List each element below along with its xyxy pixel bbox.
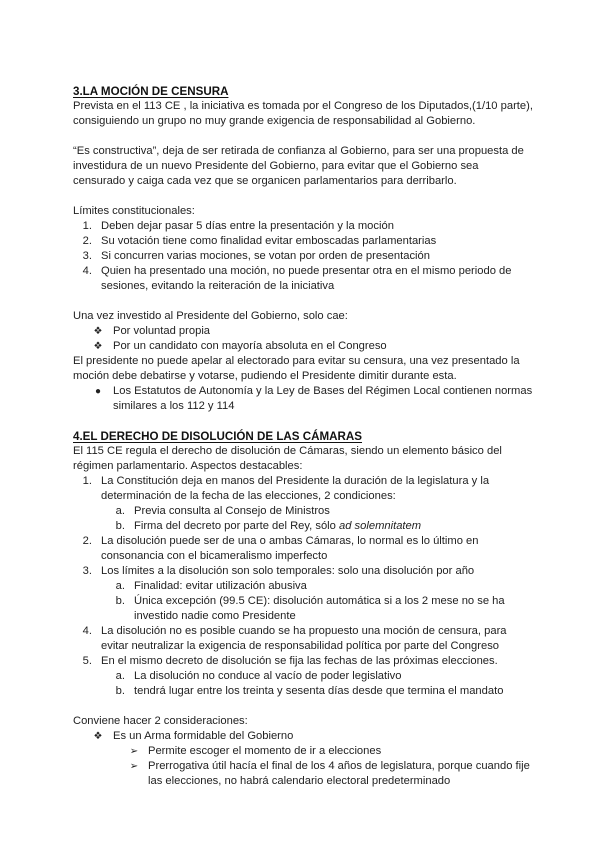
paragraph: El presidente no puede apelar al electorado para evitar su censura, una vez presentado la moción debe debatirse y votarse, pudiendo el Presidente dimitir durante esta. — [73, 355, 520, 382]
list-text: Su votación tiene como finalidad evitar emboscadas parlamentarias — [101, 235, 437, 247]
sub-list-letter: a. — [115, 580, 125, 592]
list-item — [90, 339, 533, 354]
sub-list-text: Única excepción (99.5 CE): disolución automática si a los 2 mese no se ha investido nadie como Presidente — [134, 595, 505, 622]
sub-list-item — [126, 744, 533, 759]
limits-list — [73, 219, 533, 294]
list-item — [73, 249, 533, 264]
list-item — [73, 219, 533, 234]
list-number: 3. — [82, 250, 92, 262]
list-item — [90, 324, 533, 339]
sub-list-item — [110, 579, 533, 594]
sub-list-text: Prerrogativa útil hacía el final de los 4 años de legislatura, porque cuando fije las elecciones, no habrá calendario electoral predeterminado — [148, 760, 530, 787]
sub-list-item — [110, 504, 533, 519]
sub-list-letter: a. — [115, 670, 125, 682]
diamond-bullet-icon: ❖ — [93, 326, 103, 337]
paragraph: “Es constructiva”, deja de ser retirada de confianza al Gobierno, para ser una propuesta de investidura de un nuevo Presidente del Gobierno, para evitar que el Gobierno sea censurado y caiga cada vez que se organicen parlamentarios para derribarlo. — [73, 145, 524, 187]
considerations-heading: Conviene hacer 2 consideraciones: — [73, 715, 248, 727]
list-number: 4. — [82, 625, 92, 637]
list-item — [73, 234, 533, 249]
diamond-bullet-icon: ❖ — [93, 731, 103, 742]
sub-list-item — [110, 669, 533, 684]
sub-list-text: Finalidad: evitar utilización abusiva — [134, 580, 307, 592]
list-text: La disolución puede ser de una o ambas Cámaras, lo normal es lo último en consonancia con el bicameralismo imperfecto — [101, 535, 479, 562]
list-number: 5. — [82, 655, 92, 667]
sub-list-letter: b. — [115, 520, 125, 532]
sub-list-letter: b. — [115, 685, 125, 697]
sub-list-item — [110, 594, 533, 624]
list-number: 1. — [82, 475, 92, 487]
arrow-bullet-icon: ➢ — [129, 746, 139, 757]
list-item — [73, 474, 533, 504]
consideration-text: Es un Arma formidable del Gobierno — [113, 730, 294, 742]
sub-list-item — [110, 519, 533, 534]
sub-list-letter: a. — [115, 505, 125, 517]
bullet-item — [90, 384, 533, 414]
sub-list-letter: b. — [115, 595, 125, 607]
list-text: Los límites a la disolución son solo temporales: solo una disolución por año — [101, 565, 475, 577]
arrow-bullet-icon: ➢ — [129, 761, 139, 772]
list-number: 3. — [82, 565, 92, 577]
list-number: 2. — [82, 535, 92, 547]
sub-list-item — [126, 759, 533, 789]
consideration-sub-list — [73, 744, 533, 789]
list-number: 2. — [82, 235, 92, 247]
list-text: En el mismo decreto de disolución se fija las fechas de las próximas elecciones. — [101, 655, 498, 667]
investido-heading: Una vez investido al Presidente del Gobierno, solo cae: — [73, 310, 348, 322]
list-text: La disolución no es posible cuando se ha propuesto una moción de censura, para evitar neutralizar la exigencia de responsabilidad política por parte del Congreso — [101, 625, 507, 652]
sub-list-text: Firma del decreto por parte del Rey, sólo ad solemnitatem — [134, 520, 422, 532]
paragraph: El 115 CE regula el derecho de disolución de Cámaras, siendo un elemento básico del régimen parlamentario. Aspectos destacables: — [73, 445, 502, 472]
list-item — [73, 624, 533, 654]
list-number: 1. — [82, 220, 92, 232]
list-number: 4. — [82, 265, 92, 277]
list-text: Por un candidato con mayoría absoluta en el Congreso — [113, 340, 387, 352]
list-text: Si concurren varias mociones, se votan por orden de presentación — [101, 250, 430, 262]
section-title-mocion-censura: 3.LA MOCIÓN DE CENSURA — [73, 85, 229, 98]
sub-list-text: tendrá lugar entre los treinta y sesenta días desde que termina el mandato — [134, 685, 504, 697]
list-text: La Constitución deja en manos del Presidente la duración de la legislatura y la determinación de la fecha de las elecciones, 2 condiciones: — [101, 475, 490, 502]
bullet-dot-icon: ● — [94, 386, 102, 397]
list-text: Deben dejar pasar 5 días entre la presentación y la moción — [101, 220, 394, 232]
sub-list-text: Permite escoger el momento de ir a elecciones — [148, 745, 382, 757]
disolucion-list — [73, 474, 533, 699]
list-item — [73, 654, 533, 669]
list-item — [73, 564, 533, 579]
limits-heading: Límites constitucionales: — [73, 205, 195, 217]
diamond-bullet-icon: ❖ — [93, 341, 103, 352]
bullet-text: Los Estatutos de Autonomía y la Ley de Bases del Régimen Local contienen normas similares a los 112 y 114 — [113, 385, 533, 412]
sub-list-text: La disolución no conduce al vacío de poder legislativo — [134, 670, 402, 682]
section-title-disolucion: 4.EL DERECHO DE DISOLUCIÓN DE LAS CÁMARAS — [73, 430, 363, 443]
latin-term: ad solemnitatem — [339, 520, 422, 532]
list-item — [73, 264, 533, 294]
paragraph: Prevista en el 113 CE , la iniciativa es tomada por el Congreso de los Diputados,(1/10 parte), consiguiendo un grupo no muy grande exigencia de responsabilidad al Gobierno. — [73, 100, 533, 127]
list-text: Quien ha presentado una moción, no puede presentar otra en el mismo periodo de sesiones, evitando la reiteración de la iniciativa — [101, 265, 512, 292]
document-page — [73, 84, 533, 789]
consideration-item — [90, 729, 533, 744]
sub-list-item — [110, 684, 533, 699]
list-item — [73, 534, 533, 564]
investido-list — [73, 324, 533, 354]
list-text: Por voluntad propia — [113, 325, 211, 337]
sub-list-text: Previa consulta al Consejo de Ministros — [134, 505, 330, 517]
